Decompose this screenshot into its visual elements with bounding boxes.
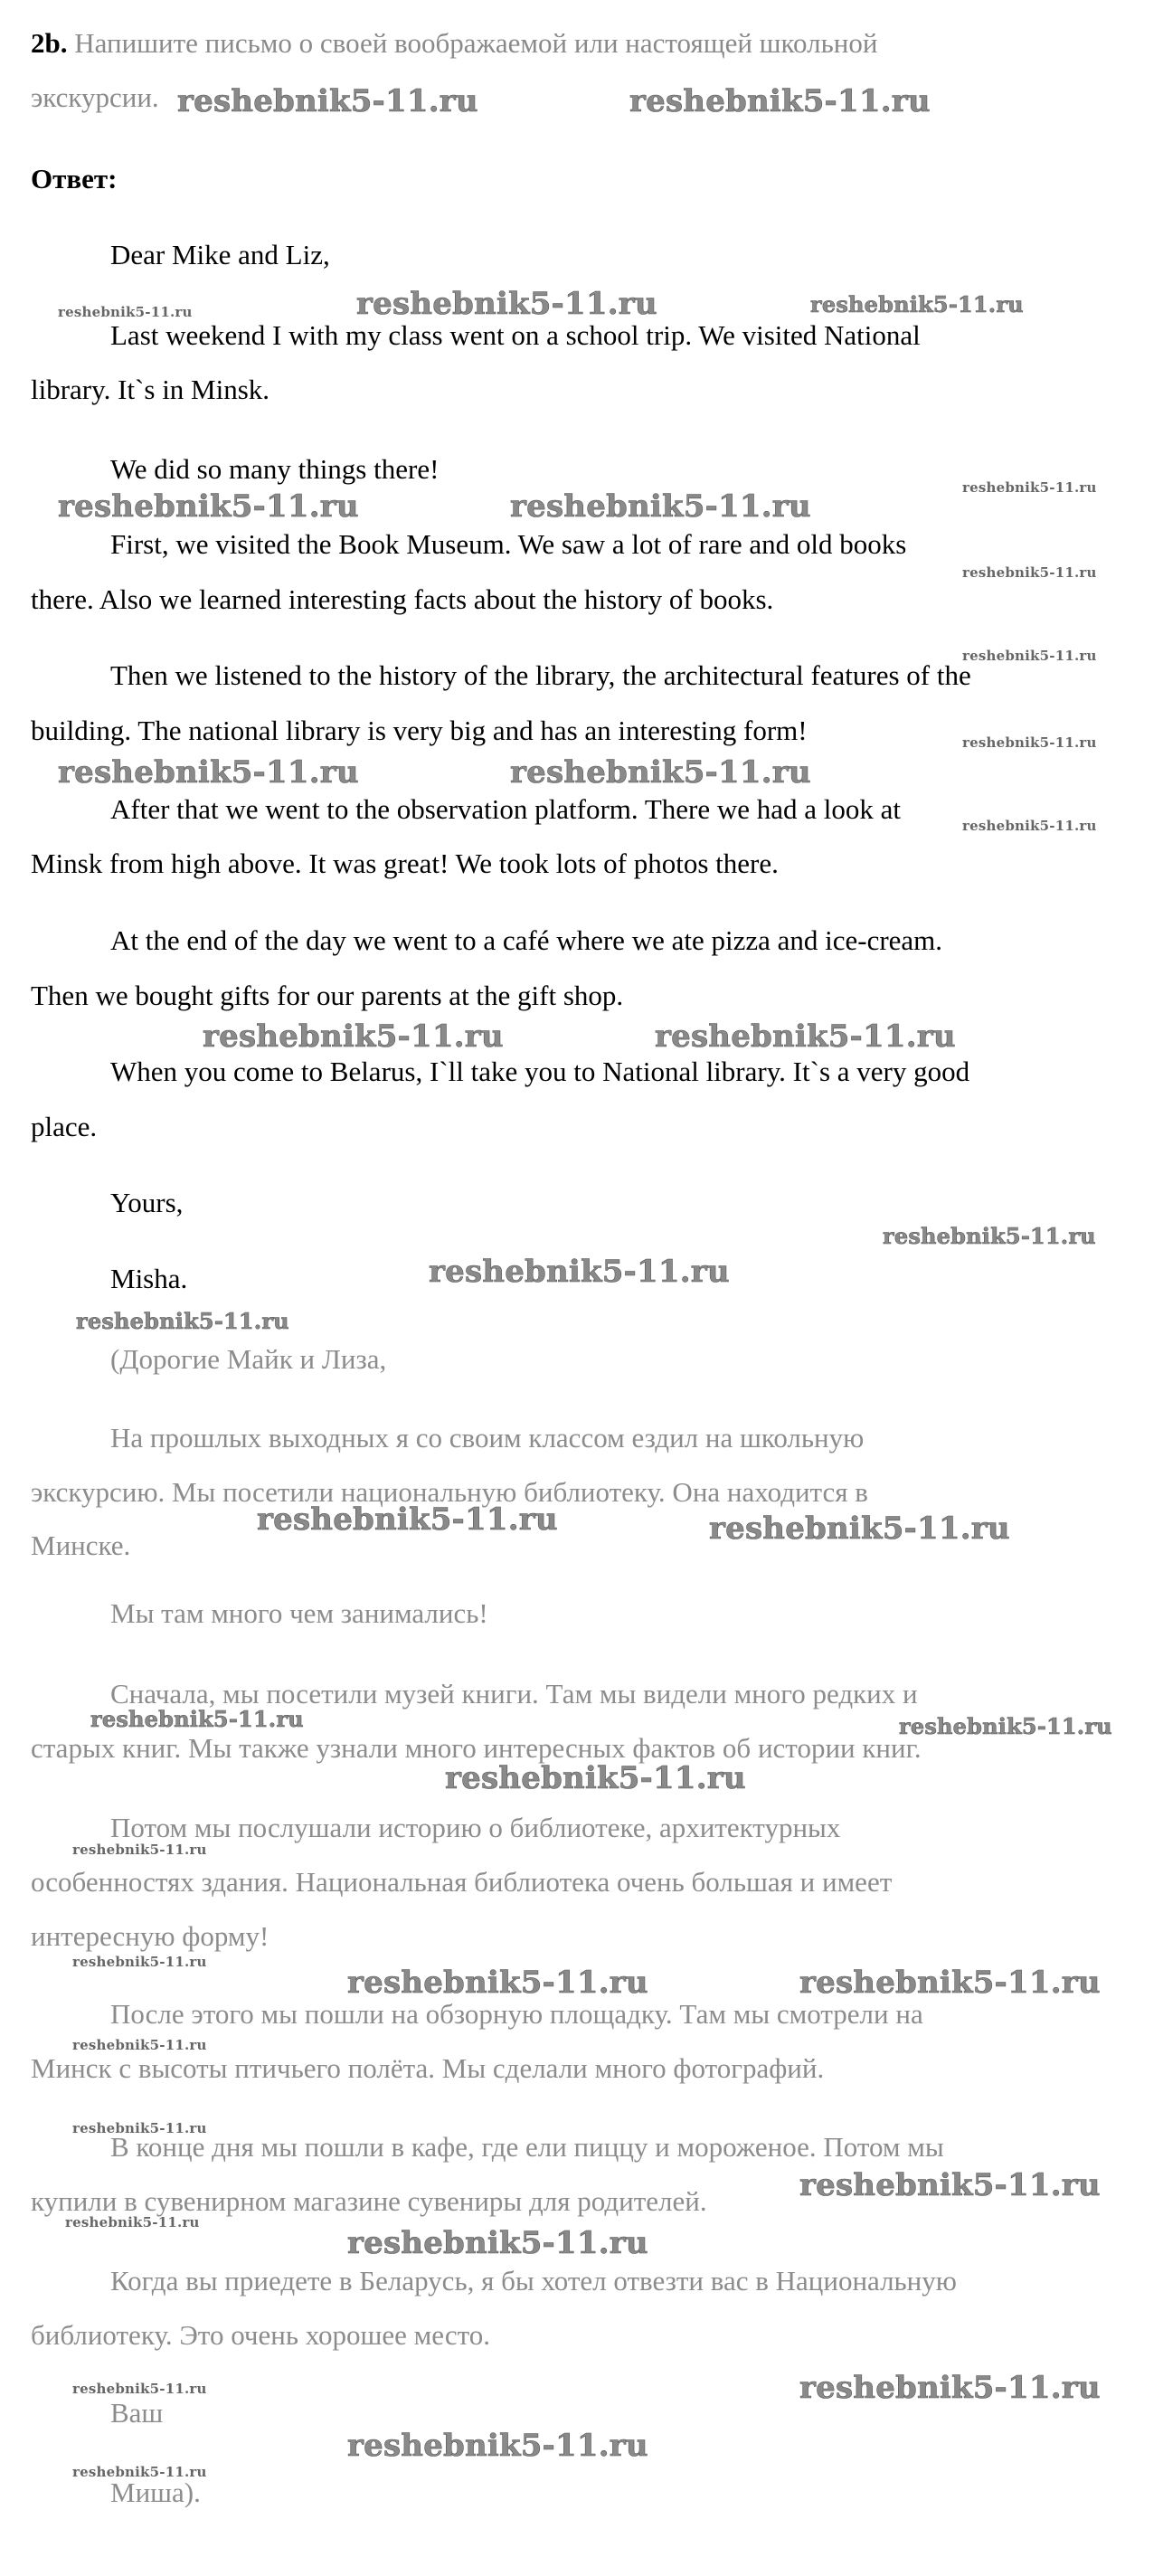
letter-ru-line: На прошлых выходных я со своим классом ездил на школьную [110, 1422, 865, 1454]
letter-ru-line: интересную форму! [31, 1920, 269, 1952]
task-line-1 [31, 25, 877, 62]
watermark: reshebnik5-11.ru [65, 2214, 200, 2230]
watermark: reshebnik5-11.ru [72, 2120, 207, 2136]
watermark: reshebnik5-11.ru [90, 1706, 304, 1732]
letter-ru-line: Когда вы приедете в Беларусь, я бы хотел отвезти вас в Национальную [110, 2265, 957, 2297]
watermark: reshebnik5-11.ru [962, 648, 1097, 664]
watermark: reshebnik5-11.ru [257, 1501, 558, 1538]
watermark: reshebnik5-11.ru [177, 83, 478, 119]
watermark: reshebnik5-11.ru [962, 479, 1097, 496]
watermark: reshebnik5-11.ru [347, 2428, 648, 2464]
watermark: reshebnik5-11.ru [429, 1254, 730, 1290]
letter-en-line: Yours, [110, 1187, 184, 1218]
watermark: reshebnik5-11.ru [962, 564, 1097, 581]
letter-ru-line: Минск с высоты птичьего полёта. Мы сделали много фотографий. [31, 2052, 825, 2084]
letter-en-line: Last weekend I with my class went on a school trip. We visited National [110, 319, 921, 351]
letter-en-line: place. [31, 1111, 98, 1142]
letter-ru-line: В конце дня мы пошли в кафе, где ели пиццу и мороженое. Потом мы [110, 2131, 944, 2163]
watermark: reshebnik5-11.ru [883, 1223, 1096, 1249]
watermark: reshebnik5-11.ru [810, 291, 1024, 317]
letter-en-line: Minsk from high above. It was great! We took lots of photos there. [31, 848, 779, 879]
letter-ru-line: старых книг. Мы также узнали много интересных фактов об истории книг. [31, 1732, 922, 1764]
letter-ru-line: Минске. [31, 1530, 131, 1561]
task-number: 2b. [31, 27, 68, 59]
letter-en-line: After that we went to the observation platform. There we had a look at [110, 793, 902, 825]
watermark: reshebnik5-11.ru [72, 1842, 207, 1858]
letter-en-line: At the end of the day we went to a café where we ate pizza and ice-cream. [110, 924, 943, 956]
letter-en-line: Then we bought gifts for our parents at the gift shop. [31, 980, 624, 1011]
letter-en-line: building. The national library is very big and has an interesting form! [31, 715, 808, 746]
letter-ru-line: купили в сувенирном магазине сувениры для родителей. [31, 2185, 707, 2217]
watermark: reshebnik5-11.ru [709, 1511, 1010, 1547]
letter-ru-line: Мы там много чем занимались! [110, 1597, 488, 1629]
watermark: reshebnik5-11.ru [58, 754, 359, 791]
letter-ru-line: (Дорогие Майк и Лиза, [110, 1343, 387, 1375]
answer-label: Ответ: [31, 163, 118, 194]
letter-en-line: Then we listened to the history of the library, the architectural features of the [110, 659, 971, 691]
watermark: reshebnik5-11.ru [510, 488, 811, 525]
letter-en-line: Misha. [110, 1263, 188, 1294]
watermark: reshebnik5-11.ru [510, 754, 811, 791]
letter-ru-line: Миша). [110, 2477, 201, 2508]
watermark: reshebnik5-11.ru [76, 1308, 289, 1334]
watermark: reshebnik5-11.ru [899, 1713, 1112, 1739]
watermark: reshebnik5-11.ru [58, 304, 193, 320]
watermark: reshebnik5-11.ru [962, 818, 1097, 834]
letter-ru-line: Сначала, мы посетили музей книги. Там мы видели много редких и [110, 1678, 918, 1709]
watermark: reshebnik5-11.ru [799, 2370, 1101, 2406]
letter-ru-line: экскурсию. Мы посетили национальную библиотеку. Она находится в [31, 1476, 868, 1508]
watermark: reshebnik5-11.ru [799, 2167, 1101, 2203]
watermark: reshebnik5-11.ru [72, 2037, 207, 2053]
watermark: reshebnik5-11.ru [356, 286, 657, 322]
task-text: Напишите письмо о своей воображаемой или настоящей школьной [74, 27, 878, 59]
letter-en-line: library. It`s in Minsk. [31, 374, 270, 405]
letter-ru-line: особенностях здания. Национальная библиотека очень большая и имеет [31, 1866, 893, 1898]
letter-en-line: there. Also we learned interesting facts about the history of books. [31, 583, 774, 615]
task-line-2: экскурсии. [31, 81, 159, 113]
watermark: reshebnik5-11.ru [72, 2464, 207, 2480]
watermark: reshebnik5-11.ru [203, 1018, 504, 1055]
letter-en-line: First, we visited the Book Museum. We saw a lot of rare and old books [110, 528, 907, 560]
watermark: reshebnik5-11.ru [58, 488, 359, 525]
watermark: reshebnik5-11.ru [629, 83, 931, 119]
letter-en-line: We did so many things there! [110, 453, 440, 485]
letter-ru-line: библиотеку. Это очень хорошее место. [31, 2319, 490, 2351]
watermark: reshebnik5-11.ru [655, 1018, 956, 1055]
watermark: reshebnik5-11.ru [347, 1965, 648, 2001]
watermark: reshebnik5-11.ru [799, 1965, 1101, 2001]
watermark: reshebnik5-11.ru [72, 1954, 207, 1970]
watermark: reshebnik5-11.ru [962, 734, 1097, 751]
letter-ru-line: После этого мы пошли на обзорную площадку. Там мы смотрели на [110, 1998, 923, 2030]
letter-en-line: Dear Mike and Liz, [110, 239, 330, 270]
watermark: reshebnik5-11.ru [347, 2225, 648, 2261]
watermark: reshebnik5-11.ru [445, 1760, 746, 1796]
letter-en-line: When you come to Belarus, I`ll take you to National library. It`s a very good [110, 1056, 970, 1087]
letter-ru-line: Потом мы послушали историю о библиотеке, архитектурных [110, 1812, 841, 1843]
watermark: reshebnik5-11.ru [72, 2381, 207, 2397]
letter-ru-line: Ваш [110, 2397, 164, 2429]
